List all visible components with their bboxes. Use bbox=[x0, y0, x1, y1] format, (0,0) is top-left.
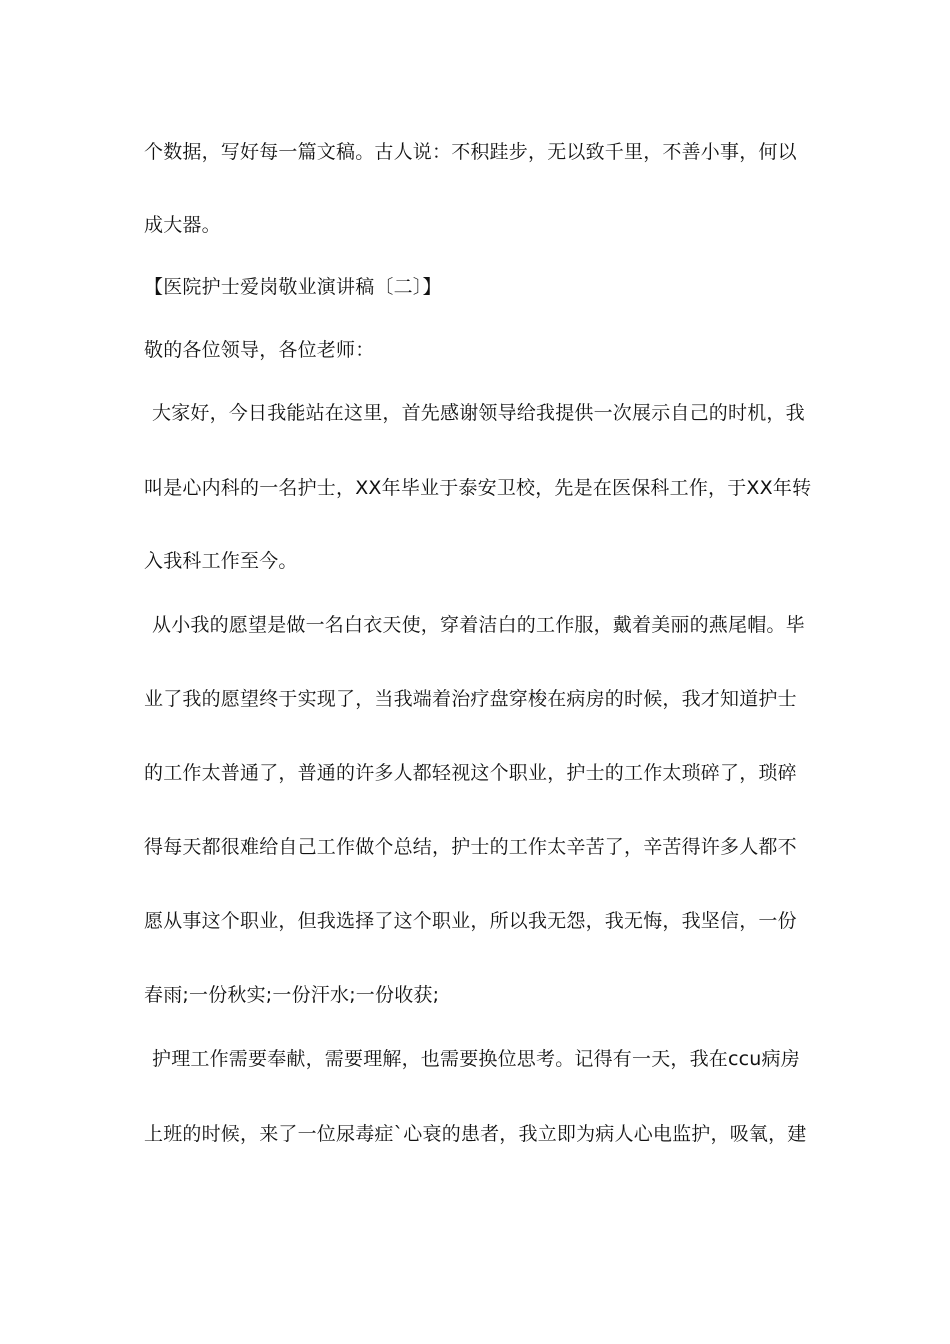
text-line: 大家好，今日我能站在这里，首先感谢领导给我提供一次展示自己的时机，我 bbox=[152, 402, 805, 424]
text-line: 上班的时候，来了一位尿毒症`心衰的患者，我立即为病人心电监护，吸氧，建 bbox=[144, 1123, 807, 1145]
text-line: 从小我的愿望是做一名白衣天使，穿着洁白的工作服，戴着美丽的燕尾帽。毕 bbox=[152, 614, 805, 636]
text-line: 春雨;一份秋实;一份汗水;一份收获; bbox=[144, 984, 440, 1006]
text-line: 叫是心内科的一名护士，XX年毕业于泰安卫校，先是在医保科工作，于XX年转 bbox=[144, 477, 812, 499]
text-line: 护理工作需要奉献，需要理解，也需要换位思考。记得有一天，我在ccu病房 bbox=[152, 1048, 800, 1070]
text-line: 业了我的愿望终于实现了，当我端着治疗盘穿梭在病房的时候，我才知道护士 bbox=[144, 688, 797, 710]
text-line: 入我科工作至今。 bbox=[144, 550, 298, 572]
text-line: 愿从事这个职业，但我选择了这个职业，所以我无怨，我无悔，我坚信，一份 bbox=[144, 910, 797, 932]
text-line: 个数据，写好每一篇文稿。古人说：不积跬步，无以致千里，不善小事，何以 bbox=[144, 141, 797, 163]
salutation: 敬的各位领导，各位老师： bbox=[144, 339, 375, 361]
text-line: 的工作太普通了，普通的许多人都轻视这个职业，护士的工作太琐碎了，琐碎 bbox=[144, 762, 797, 784]
section-heading: 【医院护士爱岗敬业演讲稿〔二〕】 bbox=[144, 276, 442, 298]
text-line: 得每天都很难给自己工作做个总结，护士的工作太辛苦了，辛苦得许多人都不 bbox=[144, 836, 797, 858]
text-line: 成大器。 bbox=[144, 214, 221, 236]
